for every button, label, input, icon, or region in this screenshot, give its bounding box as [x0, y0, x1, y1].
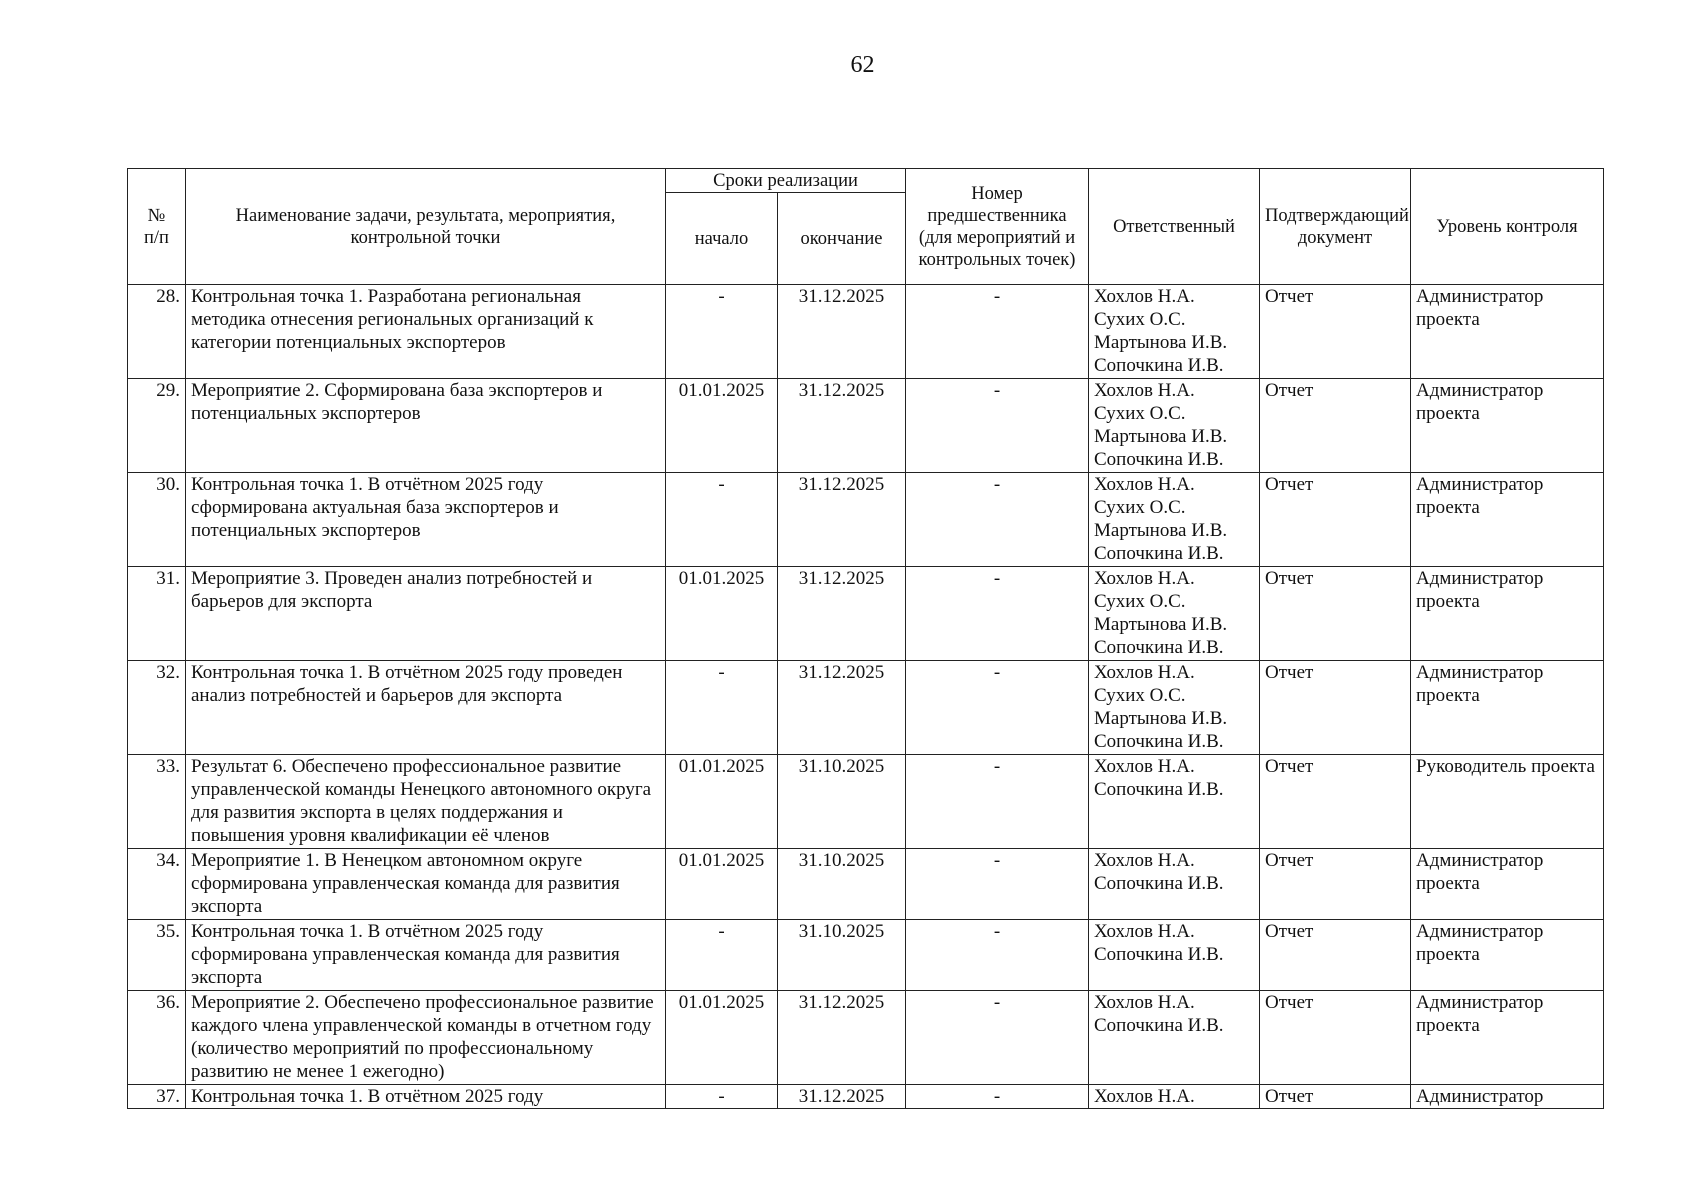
- row-number: 37.: [128, 1085, 186, 1109]
- header-name: Наименование задачи, результата, мероприятия, контрольной точки: [186, 169, 666, 285]
- row-start-date: 01.01.2025: [666, 991, 778, 1085]
- row-start-date: -: [666, 285, 778, 379]
- row-document: Отчет: [1260, 567, 1411, 661]
- header-control-level: Уровень контроля: [1411, 169, 1604, 285]
- row-control-level: Администратор проекта: [1411, 991, 1604, 1085]
- row-document: Отчет: [1260, 849, 1411, 920]
- row-number: 35.: [128, 920, 186, 991]
- row-predecessor: -: [906, 661, 1089, 755]
- row-responsible: Хохлов Н.А. Сопочкина И.В.: [1089, 991, 1260, 1085]
- row-responsible: Хохлов Н.А. Сухих О.С. Мартынова И.В. Сопочкина И.В.: [1089, 473, 1260, 567]
- row-document: Отчет: [1260, 1085, 1411, 1109]
- row-document: Отчет: [1260, 920, 1411, 991]
- table-row: [128, 1085, 1604, 1109]
- row-name: Контрольная точка 1. В отчётном 2025 году сформирована управленческая команда для развития экспорта: [186, 920, 666, 991]
- row-predecessor: -: [906, 379, 1089, 473]
- row-name: Мероприятие 2. Обеспечено профессиональное развитие каждого члена управленческой команды в отчетном году (количество мероприятий по профессиональному развитию не менее 1 ежегодно): [186, 991, 666, 1085]
- row-responsible: Хохлов Н.А. Сопочкина И.В.: [1089, 920, 1260, 991]
- table-row: [128, 285, 1604, 379]
- row-number: 34.: [128, 849, 186, 920]
- row-control-level: Администратор проекта: [1411, 661, 1604, 755]
- row-start-date: 01.01.2025: [666, 755, 778, 849]
- row-start-date: 01.01.2025: [666, 379, 778, 473]
- row-document: Отчет: [1260, 285, 1411, 379]
- row-end-date: 31.10.2025: [778, 755, 906, 849]
- row-document: Отчет: [1260, 755, 1411, 849]
- row-predecessor: -: [906, 473, 1089, 567]
- row-end-date: 31.12.2025: [778, 285, 906, 379]
- row-end-date: 31.12.2025: [778, 379, 906, 473]
- row-control-level: Руководитель проекта: [1411, 755, 1604, 849]
- row-start-date: -: [666, 1085, 778, 1109]
- row-predecessor: -: [906, 849, 1089, 920]
- row-end-date: 31.10.2025: [778, 849, 906, 920]
- row-predecessor: -: [906, 1085, 1089, 1109]
- row-name: Результат 6. Обеспечено профессиональное развитие управленческой команды Ненецкого автономного округа для развития экспорта в целях поддержания и повышения уровня квалификации её членов: [186, 755, 666, 849]
- page-number: 62: [850, 52, 875, 78]
- header-predecessor: Номер предшественника (для мероприятий и контрольных точек): [906, 169, 1089, 285]
- row-control-level: Администратор проекта: [1411, 473, 1604, 567]
- table-row: [128, 991, 1604, 1085]
- row-responsible: Хохлов Н.А. Сухих О.С. Мартынова И.В. Сопочкина И.В.: [1089, 285, 1260, 379]
- header-document: Подтверждающий документ: [1260, 169, 1411, 285]
- row-end-date: 31.10.2025: [778, 920, 906, 991]
- table-row: [128, 920, 1604, 991]
- row-document: Отчет: [1260, 661, 1411, 755]
- table-row: [128, 379, 1604, 473]
- row-name: Мероприятие 3. Проведен анализ потребностей и барьеров для экспорта: [186, 567, 666, 661]
- row-start-date: -: [666, 661, 778, 755]
- row-responsible: Хохлов Н.А. Сухих О.С. Мартынова И.В. Сопочкина И.В.: [1089, 379, 1260, 473]
- table-row: [128, 567, 1604, 661]
- table-row: [128, 849, 1604, 920]
- row-document: Отчет: [1260, 991, 1411, 1085]
- row-number: 29.: [128, 379, 186, 473]
- row-predecessor: -: [906, 755, 1089, 849]
- row-predecessor: -: [906, 567, 1089, 661]
- row-name: Контрольная точка 1. В отчётном 2025 году проведен анализ потребностей и барьеров для экспорта: [186, 661, 666, 755]
- row-number: 28.: [128, 285, 186, 379]
- header-start: начало: [666, 193, 778, 285]
- row-predecessor: -: [906, 991, 1089, 1085]
- row-end-date: 31.12.2025: [778, 991, 906, 1085]
- row-control-level: Администратор проекта: [1411, 285, 1604, 379]
- row-predecessor: -: [906, 920, 1089, 991]
- row-end-date: 31.12.2025: [778, 1085, 906, 1109]
- table-row: [128, 661, 1604, 755]
- row-control-level: Администратор проекта: [1411, 920, 1604, 991]
- row-end-date: 31.12.2025: [778, 473, 906, 567]
- table-header: [128, 169, 1604, 285]
- table-row: [128, 473, 1604, 567]
- table-body: [128, 285, 1604, 1109]
- header-end: окончание: [778, 193, 906, 285]
- header-num: № п/п: [128, 169, 186, 285]
- header-responsible: Ответственный: [1089, 169, 1260, 285]
- row-number: 36.: [128, 991, 186, 1085]
- row-start-date: -: [666, 920, 778, 991]
- row-responsible: Хохлов Н.А. Сухих О.С. Мартынова И.В. Сопочкина И.В.: [1089, 567, 1260, 661]
- row-number: 32.: [128, 661, 186, 755]
- row-start-date: 01.01.2025: [666, 849, 778, 920]
- row-number: 33.: [128, 755, 186, 849]
- row-control-level: Администратор проекта: [1411, 849, 1604, 920]
- row-control-level: Администратор: [1411, 1085, 1604, 1109]
- row-responsible: Хохлов Н.А. Сопочкина И.В.: [1089, 755, 1260, 849]
- row-document: Отчет: [1260, 473, 1411, 567]
- row-start-date: 01.01.2025: [666, 567, 778, 661]
- row-start-date: -: [666, 473, 778, 567]
- row-control-level: Администратор проекта: [1411, 567, 1604, 661]
- row-name: Контрольная точка 1. В отчётном 2025 году: [186, 1085, 666, 1109]
- row-number: 31.: [128, 567, 186, 661]
- table-row: [128, 755, 1604, 849]
- row-name: Контрольная точка 1. В отчётном 2025 году сформирована актуальная база экспортеров и потенциальных экспортеров: [186, 473, 666, 567]
- row-name: Мероприятие 1. В Ненецком автономном округе сформирована управленческая команда для развития экспорта: [186, 849, 666, 920]
- header-deadlines: Сроки реализации: [666, 169, 906, 193]
- row-responsible: Хохлов Н.А.: [1089, 1085, 1260, 1109]
- row-end-date: 31.12.2025: [778, 661, 906, 755]
- row-name: Мероприятие 2. Сформирована база экспортеров и потенциальных экспортеров: [186, 379, 666, 473]
- row-name: Контрольная точка 1. Разработана региональная методика отнесения региональных организаций к категории потенциальных экспортеров: [186, 285, 666, 379]
- row-number: 30.: [128, 473, 186, 567]
- project-plan-table: [127, 168, 1604, 1109]
- row-control-level: Администратор проекта: [1411, 379, 1604, 473]
- row-predecessor: -: [906, 285, 1089, 379]
- row-end-date: 31.12.2025: [778, 567, 906, 661]
- row-responsible: Хохлов Н.А. Сухих О.С. Мартынова И.В. Сопочкина И.В.: [1089, 661, 1260, 755]
- row-document: Отчет: [1260, 379, 1411, 473]
- row-responsible: Хохлов Н.А. Сопочкина И.В.: [1089, 849, 1260, 920]
